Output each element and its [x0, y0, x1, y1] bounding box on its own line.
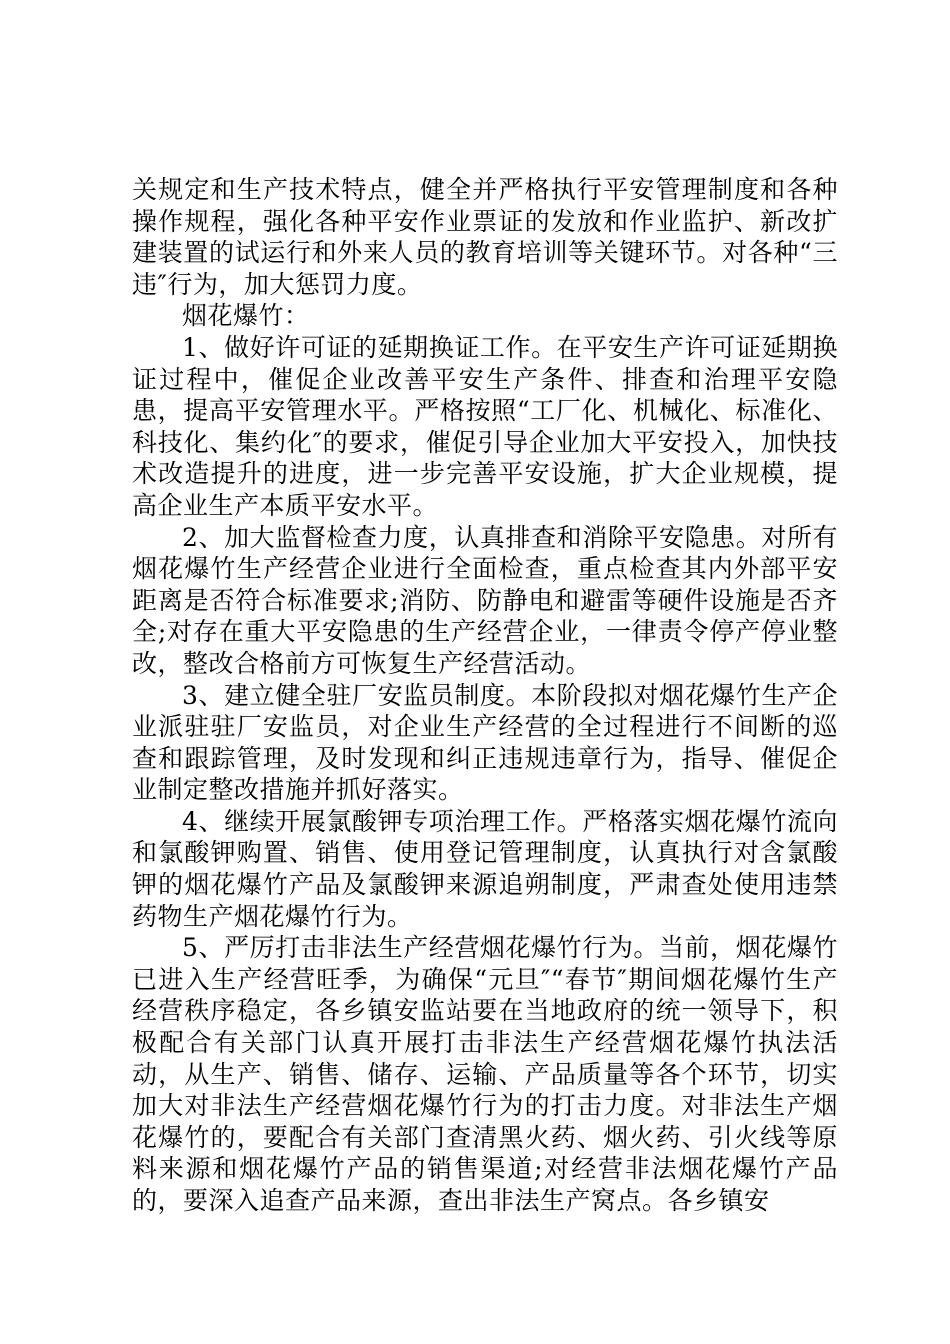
document-body	[132, 174, 838, 1217]
paragraph-item-4: 4、继续开展氯酸钾专项治理工作。严格落实烟花爆竹流向和氯酸钾购置、销售、使用登记管理制度，认真执行对含氯酸钾的烟花爆竹产品及氯酸钾来源追朔制度，严肃查处使用违禁药物生产烟花爆竹行为。	[132, 806, 838, 931]
paragraph-item-1: 1、做好许可证的延期换证工作。在平安生产许可证延期换证过程中，催促企业改善平安生产条件、排查和治理平安隐患，提高平安管理水平。严格按照“工厂化、机械化、标准化、科技化、集约化″的要求，催促引导企业加大平安投入，加快技术改造提升的进度，进一步完善平安设施，扩大企业规模，提高企业生产本质平安水平。	[132, 332, 838, 520]
paragraph-item-2: 2、加大监督检查力度，认真排查和消除平安隐患。对所有烟花爆竹生产经营企业进行全面检查，重点检查其内外部平安距离是否符合标准要求;消防、防静电和避雷等硬件设施是否齐全;对存在重大平安隐患的生产经营企业，一律责令停产停业整改，整改合格前方可恢复生产经营活动。	[132, 522, 838, 678]
section-heading-fireworks: 烟花爆竹：	[182, 301, 310, 331]
paragraph-item-3: 3、建立健全驻厂安监员制度。本阶段拟对烟花爆竹生产企业派驻驻厂安监员，对企业生产经营的全过程进行不间断的巡查和跟踪管理，及时发现和纠正违规违章行为，指导、催促企业制定整改措施并抓好落实。	[132, 680, 838, 805]
paragraph-item-5: 5、严厉打击非法生产经营烟花爆竹行为。当前，烟花爆竹已进入生产经营旺季，为确保“元旦″“春节″期间烟花爆竹生产经营秩序稳定，各乡镇安监站要在当地政府的统一领导下，积极配合有关部门认真开展打击非法生产经营烟花爆竹执法活动，从生产、销售、储存、运输、产品质量等各个环节，切实加大对非法生产经营烟花爆竹行为的打击力度。对非法生产烟花爆竹的，要配合有关部门查清黑火药、烟火药、引火线等原料来源和烟花爆竹产品的销售渠道;对经营非法烟花爆竹产品的，要深入追查产品来源，查出非法生产窝点。各乡镇安	[132, 933, 838, 1215]
paragraph-continuation: 关规定和生产技术特点，健全并严格执行平安管理制度和各种操作规程，强化各种平安作业票证的发放和作业监护、新改扩建装置的试运行和外来人员的教育培训等关键环节。对各种“三违″行为，加大惩罚力度。	[132, 175, 838, 299]
